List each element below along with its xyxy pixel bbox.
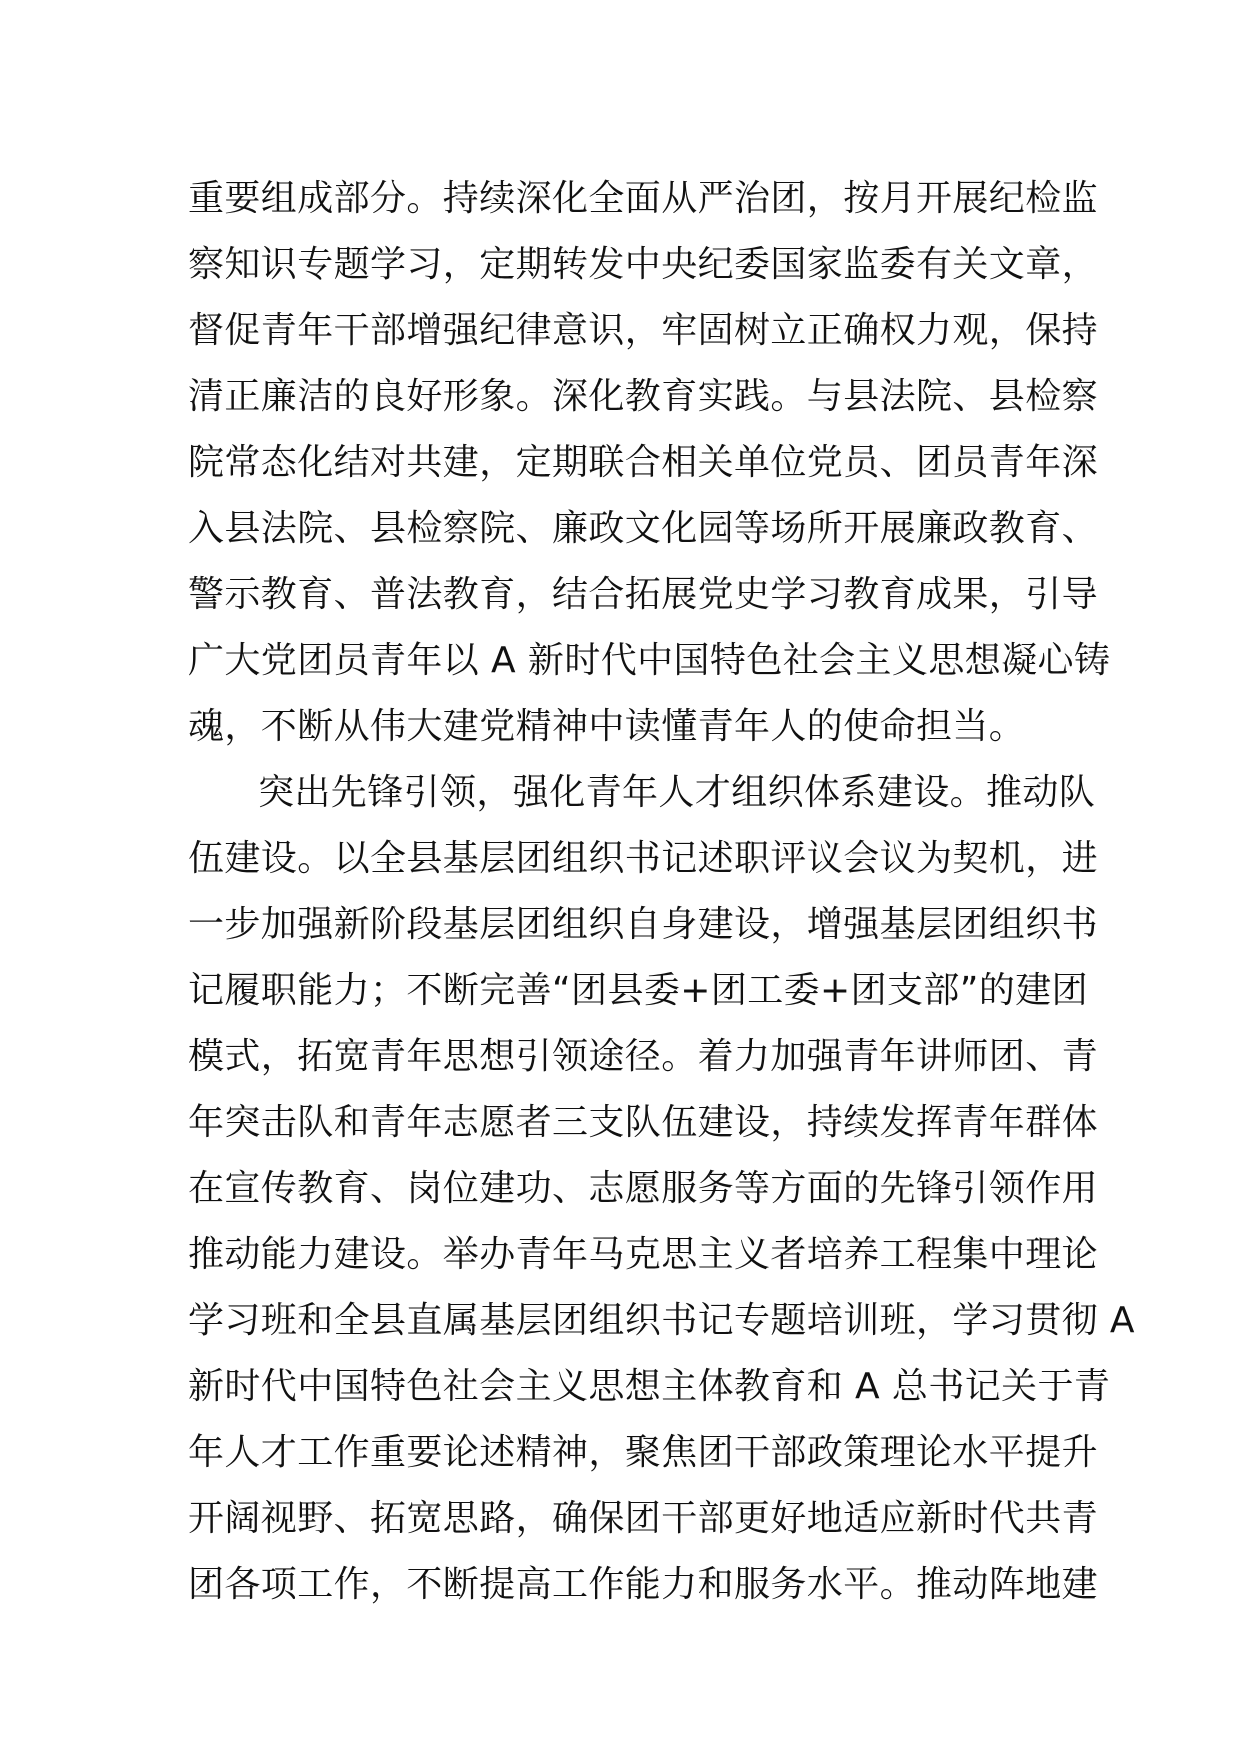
- text-line: 清正廉洁的良好形象。深化教育实践。与县法院、县检察: [188, 376, 1099, 417]
- text-line: 年人才工作重要论述精神，聚焦团干部政策理论水平提升: [188, 1432, 1099, 1473]
- text-line: 模式，拓宽青年思想引领途径。着力加强青年讲师团、青: [188, 1036, 1099, 1077]
- text-line: 推动能力建设。举办青年马克思主义者培养工程集中理论: [188, 1234, 1099, 1275]
- paragraph-first-line: 突出先锋引领，强化青年人才组织体系建设。推动队: [258, 772, 1096, 813]
- text-line: 院常态化结对共建，定期联合相关单位党员、团员青年深: [188, 442, 1099, 483]
- text-line: 警示教育、普法教育，结合拓展党史学习教育成果，引导: [188, 574, 1099, 615]
- text-line: 年突击队和青年志愿者三支队伍建设，持续发挥青年群体: [188, 1102, 1099, 1143]
- text-line: 学习班和全县直属基层团组织书记专题培训班，学习贯彻 A: [188, 1300, 1135, 1341]
- text-line: 伍建设。以全县基层团组织书记述职评议会议为契机，进: [188, 838, 1099, 879]
- text-line: 广大党团员青年以 A 新时代中国特色社会主义思想凝心铸: [188, 640, 1111, 681]
- text-line: 记履职能力；不断完善“团县委+团工委+团支部”的建团: [188, 970, 1089, 1011]
- text-line: 一步加强新阶段基层团组织自身建设，增强基层团组织书: [188, 904, 1099, 945]
- text-line: 团各项工作，不断提高工作能力和服务水平。推动阵地建: [188, 1564, 1099, 1605]
- text-line: 开阔视野、拓宽思路，确保团干部更好地适应新时代共青: [188, 1498, 1099, 1539]
- text-line: 重要组成部分。持续深化全面从严治团，按月开展纪检监: [188, 178, 1099, 219]
- body-text: [188, 166, 1135, 1618]
- text-line: 魂，不断从伟大建党精神中读懂青年人的使命担当。: [188, 706, 1026, 747]
- text-line: 督促青年干部增强纪律意识，牢固树立正确权力观，保持: [188, 310, 1099, 351]
- text-line: 新时代中国特色社会主义思想主体教育和 A 总书记关于青: [188, 1366, 1111, 1407]
- text-line: 在宣传教育、岗位建功、志愿服务等方面的先锋引领作用: [188, 1168, 1099, 1209]
- text-line: 入县法院、县检察院、廉政文化园等场所开展廉政教育、: [188, 508, 1099, 549]
- text-line: 察知识专题学习，定期转发中央纪委国家监委有关文章，: [188, 244, 1099, 285]
